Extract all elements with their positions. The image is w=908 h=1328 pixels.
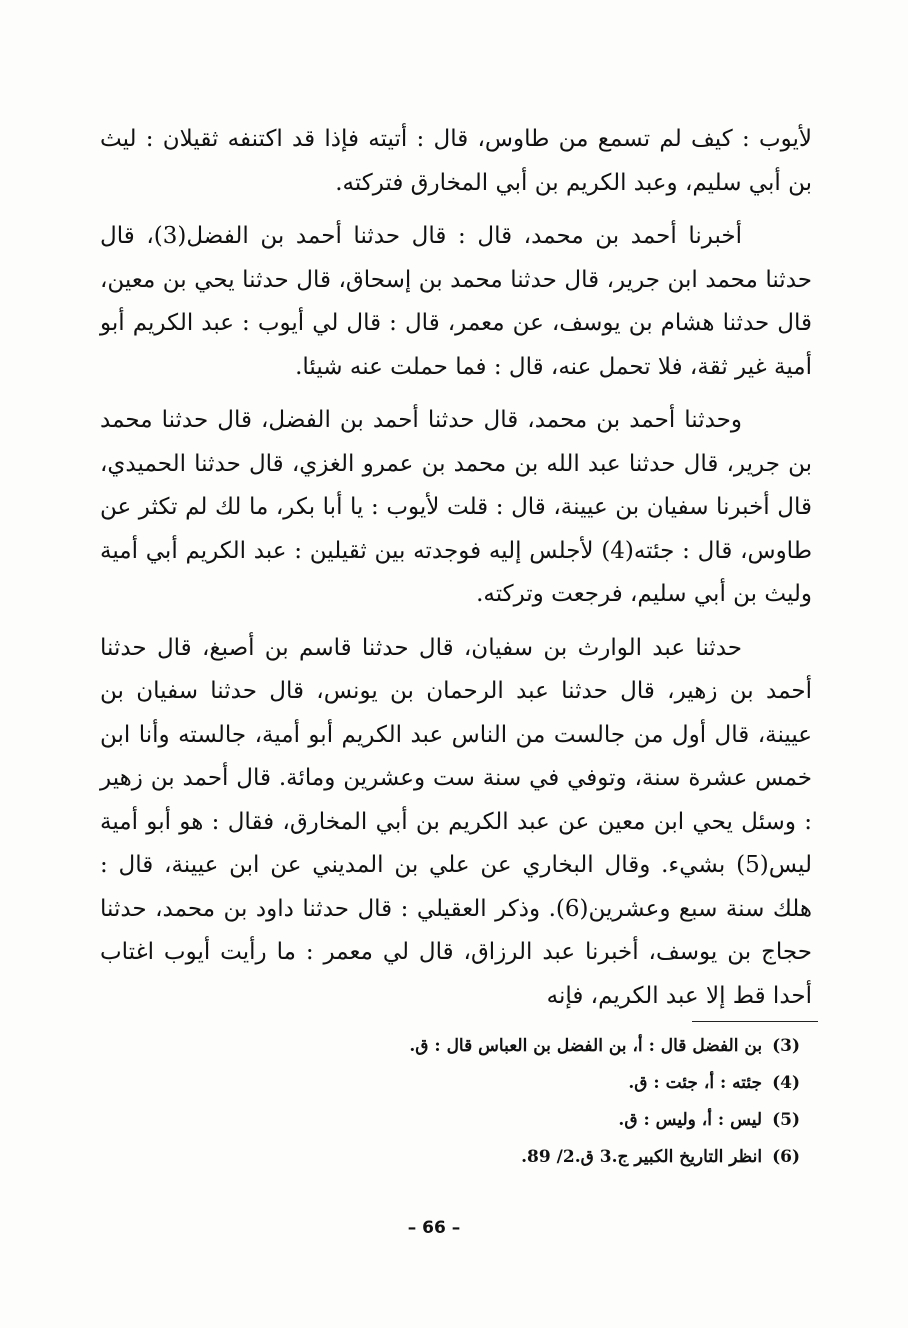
footnote-divider — [692, 1021, 818, 1022]
footnote-text: جئته : أ، جئت : ق. — [628, 1073, 763, 1093]
footnote-text: ليس : أ، وليس : ق. — [618, 1110, 763, 1130]
footnote-text: انظر التاريخ الكبير ج.3 ق.2/ 89. — [521, 1147, 763, 1167]
footnote-number: (6) — [772, 1147, 800, 1167]
main-body-text — [100, 118, 812, 1028]
paragraph-1: لأيوب : كيف لم تسمع من طاوس، قال : أتيته فإذا قد اكتنفه ثقيلان : ليث بن أبي سليم، وعبد الكريم بن أبي المخارق فتركته. — [100, 126, 812, 196]
footnote-6 — [300, 1139, 800, 1176]
footnote-number: (3) — [772, 1036, 800, 1056]
footnote-number: (5) — [772, 1110, 800, 1130]
footnote-number: (4) — [772, 1073, 800, 1093]
footnotes-section — [300, 1028, 800, 1176]
page-number: – 66 – — [407, 1218, 461, 1238]
footnote-text: بن الفضل قال : أ، بن الفضل بن العباس قال : ق. — [409, 1036, 763, 1056]
footnote-4 — [300, 1065, 800, 1102]
paragraph-2: أخبرنا أحمد بن محمد، قال : قال حدثنا أحمد بن الفضل(3)، قال حدثنا محمد ابن جرير، قال حدثنا محمد بن إسحاق، قال حدثنا يحي بن معين، قال حدثنا هشام بن يوسف، عن معمر، قال : قال لي أيوب : عبد الكريم أبو أمية غير ثقة، فلا تحمل عنه، قال : فما حملت عنه شيئا. — [100, 223, 812, 380]
footnote-3 — [300, 1028, 800, 1065]
footnote-5 — [300, 1102, 800, 1139]
paragraph-4: حدثنا عبد الوارث بن سفيان، قال حدثنا قاسم بن أصبغ، قال حدثنا أحمد بن زهير، قال حدثنا عبد الرحمان بن يونس، قال حدثنا سفيان بن عيينة، قال أول من جالست من الناس عبد الكريم أبو أمية، جالسته وأنا ابن خمس عشرة سنة، وتوفي في سنة ست وعشرين ومائة. قال أحمد بن زهير : وسئل يحي ابن معين عن عبد الكريم بن أبي المخارق، فقال : هو أبو أمية ليس(5) بشيء. وقال البخاري عن علي بن المديني عن ابن عيينة، قال : هلك سنة سبع وعشرين(6). وذكر العقيلي : قال حدثنا داود بن محمد، حدثنا حجاج بن يوسف، أخبرنا عبد الرزاق، قال لي معمر : ما رأيت أيوب اغتاب أحدا قط إلا عبد الكريم، فإنه — [100, 634, 812, 1009]
paragraph-3: وحدثنا أحمد بن محمد، قال حدثنا أحمد بن الفضل، قال حدثنا محمد بن جرير، قال حدثنا عبد الله بن محمد بن عمرو الغزي، قال حدثنا الحميدي، قال أخبرنا سفيان بن عيينة، قال : قلت لأيوب : يا أبا بكر، ما لك لم تكثر عن طاوس، قال : جئته(4) لأجلس إليه فوجدته بين ثقيلين : عبد الكريم أبي أمية وليث بن أبي سليم، فرجعت وتركته. — [100, 407, 812, 607]
